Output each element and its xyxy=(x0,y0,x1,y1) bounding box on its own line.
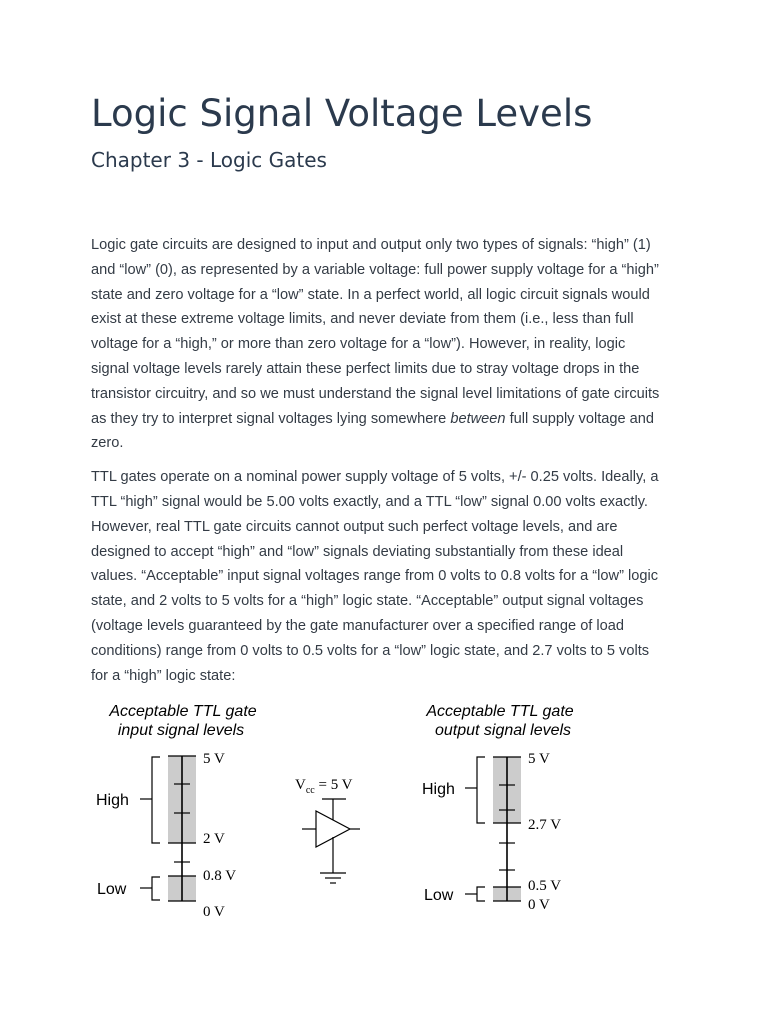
paragraph-1-text-before: Logic gate circuits are designed to input and output only two types of signals: “high” (1) and “low” (0), as represented by a variable voltage: full power supply voltage for a “high” state and zero voltage for a “low” state. In a perfect world, all logic circuit signals would exist at these extreme voltage limits, and never deviate from them (i.e., less than full voltage for a “high,” or more than zero voltage for a “low”). However, in reality, logic signal voltage levels rarely attain these perfect limits due to stray voltage drops in the transistor circuitry, and so we must understand the signal level limitations of gate circuits as they try to interpret signal voltages lying somewhere xyxy=(91,237,660,427)
output-title-line2: output signal levels xyxy=(434,722,572,739)
input-high-bracket xyxy=(140,757,160,843)
ttl-buffer-gate-symbol xyxy=(295,777,360,883)
paragraph-1-emphasis: between xyxy=(450,410,506,427)
output-low-label: Low xyxy=(424,887,454,904)
page-title: Logic Signal Voltage Levels xyxy=(91,92,593,135)
paragraph-2: TTL gates operate on a nominal power supply voltage of 5 volts, +/- 0.25 volts. Ideally, a TTL “high” signal would be 5.00 volts exactly, and a TTL “low” signal 0.00 volts exactly. However, real TTL gate circuits cannot output such perfect voltage levels, and are designed to accept “high” and “low” signals deviating substantially from these ideal values. “Acceptable” input signal voltages range from 0 volts to 0.8 volts for a “low” logic state, and 2 volts to 5 volts for a “high” logic state. “Acceptable” output signal voltages (voltage levels guaranteed by the gate manufacturer over a specified range of load conditions) range from 0 volts to 0.5 volts for a “low” logic state, and 2.7 volts to 5 volts for a “high” logic state: xyxy=(91,469,659,684)
input-low-bracket xyxy=(140,877,160,900)
input-label-5v: 5 V xyxy=(203,751,225,767)
input-label-0v: 0 V xyxy=(203,904,225,920)
output-title-line1: Acceptable TTL gate xyxy=(426,703,574,720)
vcc-label: $V_{cc} = 5$ V xyxy=(295,777,353,796)
chapter-subtitle: Chapter 3 - Logic Gates xyxy=(91,148,327,172)
input-label-2v: 2 V xyxy=(203,831,225,847)
paragraph-1-text-after: full supply voltage and zero. xyxy=(91,410,654,452)
output-label-5v: 5 V xyxy=(528,751,550,767)
input-title-line1: Acceptable TTL gate xyxy=(109,703,257,720)
input-label-0-8v: 0.8 V xyxy=(203,868,237,884)
output-label-0-5v: 0.5 V xyxy=(528,878,562,894)
output-label-2-7v: 2.7 V xyxy=(528,817,562,833)
input-levels-diagram xyxy=(96,703,257,920)
output-levels-diagram xyxy=(422,703,574,913)
input-low-label: Low xyxy=(97,881,127,898)
input-high-label: High xyxy=(96,792,129,809)
output-label-0v: 0 V xyxy=(528,897,550,913)
output-low-bracket xyxy=(465,887,485,901)
output-high-label: High xyxy=(422,781,455,798)
input-title-line2: input signal levels xyxy=(117,722,245,739)
output-high-bracket xyxy=(465,757,485,823)
